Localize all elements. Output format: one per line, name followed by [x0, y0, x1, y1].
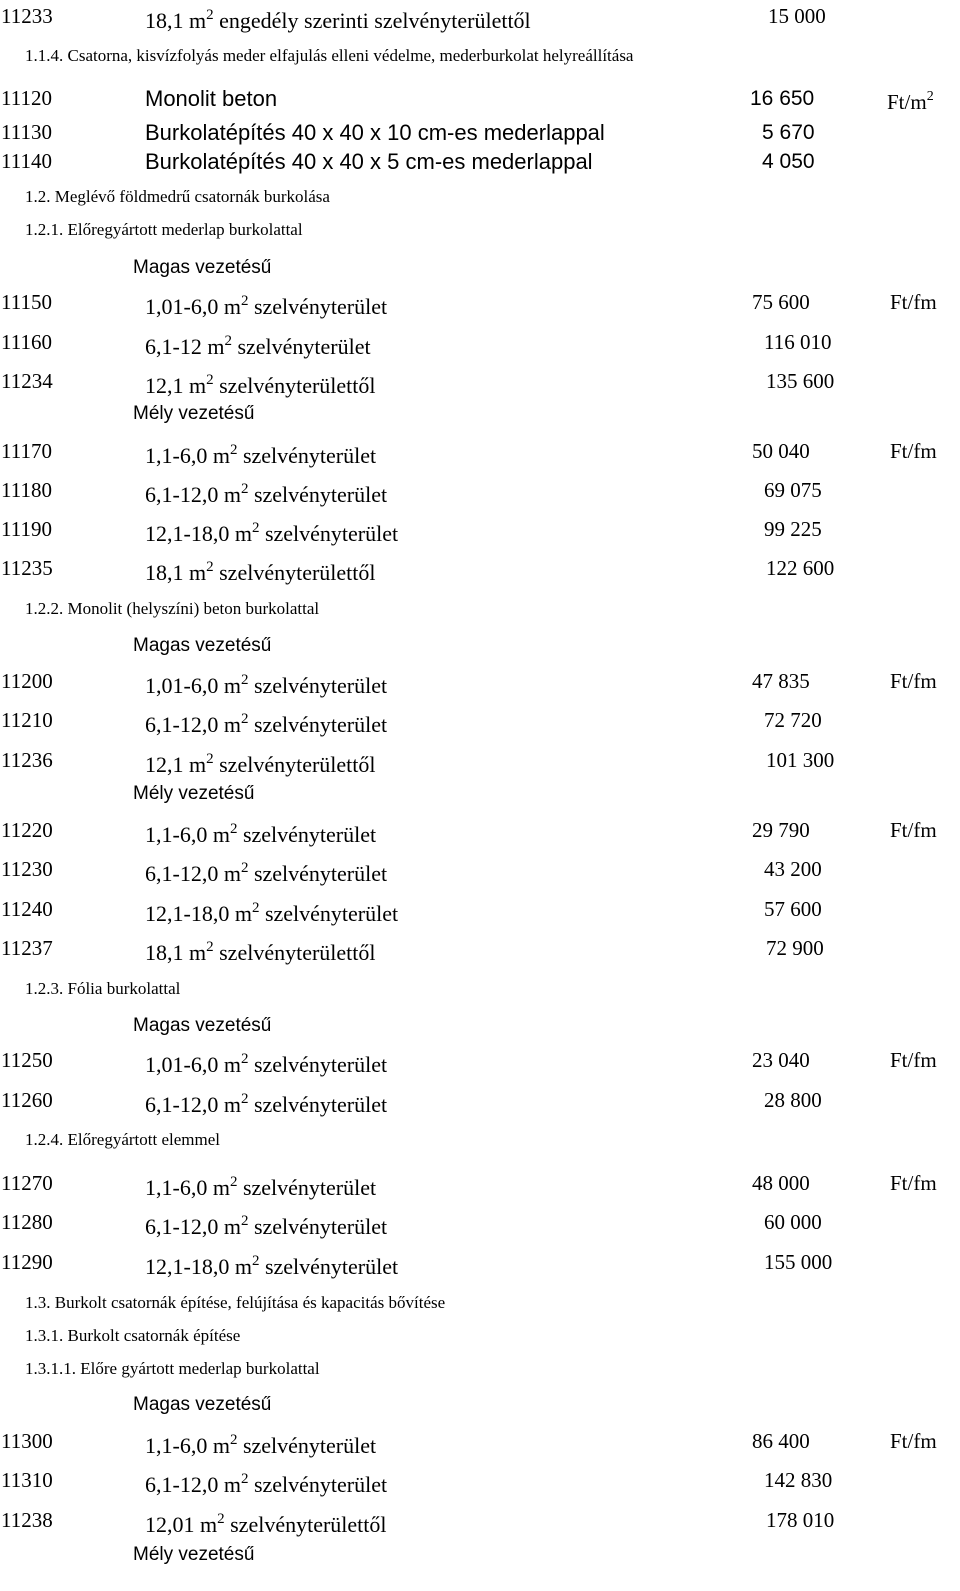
- item-description: 6,1-12,0 $m^2$ szelvényterület: [145, 711, 388, 737]
- item-price: 135 600: [766, 369, 835, 393]
- item-price: 178 010: [766, 1508, 835, 1532]
- item-price: 47 835: [752, 669, 810, 693]
- item-unit: Ft/fm: [890, 1429, 937, 1453]
- subheading: Mély vezetésű: [133, 1544, 255, 1565]
- item-price: 57 600: [764, 897, 822, 921]
- item-description: Burkolatépítés 40 x 40 x 5 cm-es mederlappal: [145, 149, 593, 174]
- item-description: 12,01 $m^2$ szelvényterülettől: [145, 1511, 387, 1537]
- item-description: 1,01-6,0 $m^2$ szelvényterület: [145, 293, 388, 319]
- item-description: 12,1 $m^2$ szelvényterülettől: [145, 372, 376, 398]
- item-code: 11300: [1, 1429, 53, 1453]
- item-price: 60 000: [764, 1210, 822, 1234]
- item-code: 11270: [1, 1171, 53, 1195]
- section-heading: 1.2. Meglévő földmedrű csatornák burkolása: [25, 187, 330, 206]
- item-description: 12,1-18,0 $m^2$ szelvényterület: [145, 1253, 399, 1279]
- item-price: 16 650: [750, 87, 815, 110]
- item-price: 4 050: [762, 150, 815, 173]
- item-description: 6,1-12,0 $m^2$ szelvényterület: [145, 860, 388, 886]
- subheading: Magas vezetésű: [133, 635, 272, 656]
- item-price: 116 010: [764, 330, 832, 354]
- item-price: 43 200: [764, 857, 822, 881]
- item-description: 1,1-6,0 $m^2$ szelvényterület: [145, 442, 377, 468]
- item-code: 11240: [1, 897, 53, 921]
- item-description: 18,1 $m^2$ szelvényterülettől: [145, 559, 376, 585]
- item-description: 1,1-6,0 $m^2$ szelvényterület: [145, 1174, 377, 1200]
- item-code: 11250: [1, 1048, 53, 1072]
- item-price: 99 225: [764, 517, 822, 541]
- item-code: 11130: [1, 120, 52, 144]
- section-heading: 1.2.3. Fólia burkolattal: [25, 979, 181, 998]
- item-code: 11220: [1, 818, 53, 842]
- item-description: 18,1 $m^2$ szelvényterülettől: [145, 939, 376, 965]
- item-price: 142 830: [764, 1468, 833, 1492]
- item-code: 11237: [1, 936, 53, 960]
- item-price: 29 790: [752, 818, 810, 842]
- item-code: 11236: [1, 748, 53, 772]
- item-price: 48 000: [752, 1171, 810, 1195]
- subheading: Magas vezetésű: [133, 1015, 272, 1036]
- item-description: 6,1-12,0 $m^2$ szelvényterület: [145, 1471, 388, 1497]
- section-heading: 1.3.1. Burkolt csatornák építése: [25, 1326, 241, 1345]
- item-code: 11230: [1, 857, 53, 881]
- subheading: Magas vezetésű: [133, 1394, 272, 1415]
- item-price: 101 300: [766, 748, 835, 772]
- item-price: 5 670: [762, 121, 815, 144]
- item-description: 6,1-12,0 $m^2$ szelvényterület: [145, 1213, 388, 1239]
- item-price: 15 000: [768, 4, 826, 28]
- item-description: Monolit beton: [145, 86, 278, 111]
- section-heading: 1.2.1. Előregyártott mederlap burkolattal: [25, 220, 303, 239]
- item-description: 6,1-12,0 $m^2$ szelvényterület: [145, 481, 388, 507]
- item-price: 69 075: [764, 478, 822, 502]
- item-price: 72 900: [766, 936, 824, 960]
- section-heading: 1.3. Burkolt csatornák építése, felújítása és kapacitás bővítése: [25, 1293, 446, 1312]
- item-code: 11120: [1, 86, 52, 110]
- item-code: 11233: [1, 4, 53, 28]
- item-description: 1,01-6,0 $m^2$ szelvényterület: [145, 1051, 388, 1077]
- item-code: 11234: [1, 369, 53, 393]
- section-heading: 1.1.4. Csatorna, kisvízfolyás meder elfajulás elleni védelme, mederburkolat helyreállítása: [25, 46, 634, 65]
- item-code: 11235: [1, 556, 53, 580]
- item-code: 11260: [1, 1088, 53, 1112]
- section-heading: 1.2.4. Előregyártott elemmel: [25, 1130, 220, 1149]
- section-heading: 1.3.1.1. Előre gyártott mederlap burkolattal: [25, 1359, 320, 1378]
- item-description: 1,1-6,0 $m^2$ szelvényterület: [145, 1432, 377, 1458]
- item-unit: Ft/fm: [890, 1048, 937, 1072]
- item-code: 11190: [1, 517, 52, 541]
- item-description: 12,1-18,0 $m^2$ szelvényterület: [145, 900, 399, 926]
- subheading: Mély vezetésű: [133, 403, 255, 424]
- item-description: 1,01-6,0 $m^2$ szelvényterület: [145, 672, 388, 698]
- item-code: 11160: [1, 330, 52, 354]
- item-description: 12,1 $m^2$ szelvényterülettől: [145, 751, 376, 777]
- item-code: 11170: [1, 439, 52, 463]
- item-code: 11140: [1, 149, 52, 173]
- section-heading: 1.2.2. Monolit (helyszíni) beton burkolattal: [25, 599, 320, 618]
- item-price: 122 600: [766, 556, 835, 580]
- item-unit: Ft/fm: [890, 1171, 937, 1195]
- item-unit: Ft/fm: [890, 439, 937, 463]
- item-price: 28 800: [764, 1088, 822, 1112]
- subheading: Mély vezetésű: [133, 783, 255, 804]
- item-description: 6,1-12,0 $m^2$ szelvényterület: [145, 1091, 388, 1117]
- subheading: Magas vezetésű: [133, 257, 272, 278]
- item-code: 11238: [1, 1508, 53, 1532]
- item-unit: Ft/fm: [890, 669, 937, 693]
- item-description: 6,1-12 $m^2$ szelvényterület: [145, 333, 371, 359]
- item-unit: Ft/fm: [890, 290, 937, 314]
- item-description: 18,1 $m^2$ engedély szerinti szelvényterülettől: [145, 7, 531, 33]
- item-price: 86 400: [752, 1429, 810, 1453]
- item-code: 11150: [1, 290, 52, 314]
- item-price: 23 040: [752, 1048, 810, 1072]
- item-description: 1,1-6,0 $m^2$ szelvényterület: [145, 821, 377, 847]
- item-code: 11280: [1, 1210, 53, 1234]
- item-unit: Ft/fm: [890, 818, 937, 842]
- item-unit: $Ft/m^2$: [887, 89, 934, 114]
- item-price: 155 000: [764, 1250, 833, 1274]
- item-price: 50 040: [752, 439, 810, 463]
- item-price: 75 600: [752, 290, 810, 314]
- item-code: 11200: [1, 669, 53, 693]
- item-code: 11310: [1, 1468, 53, 1492]
- item-code: 11290: [1, 1250, 53, 1274]
- item-description: Burkolatépítés 40 x 40 x 10 cm-es mederlappal: [145, 120, 605, 145]
- item-description: 12,1-18,0 $m^2$ szelvényterület: [145, 520, 399, 546]
- item-price: 72 720: [764, 708, 822, 732]
- item-code: 11180: [1, 478, 52, 502]
- item-code: 11210: [1, 708, 53, 732]
